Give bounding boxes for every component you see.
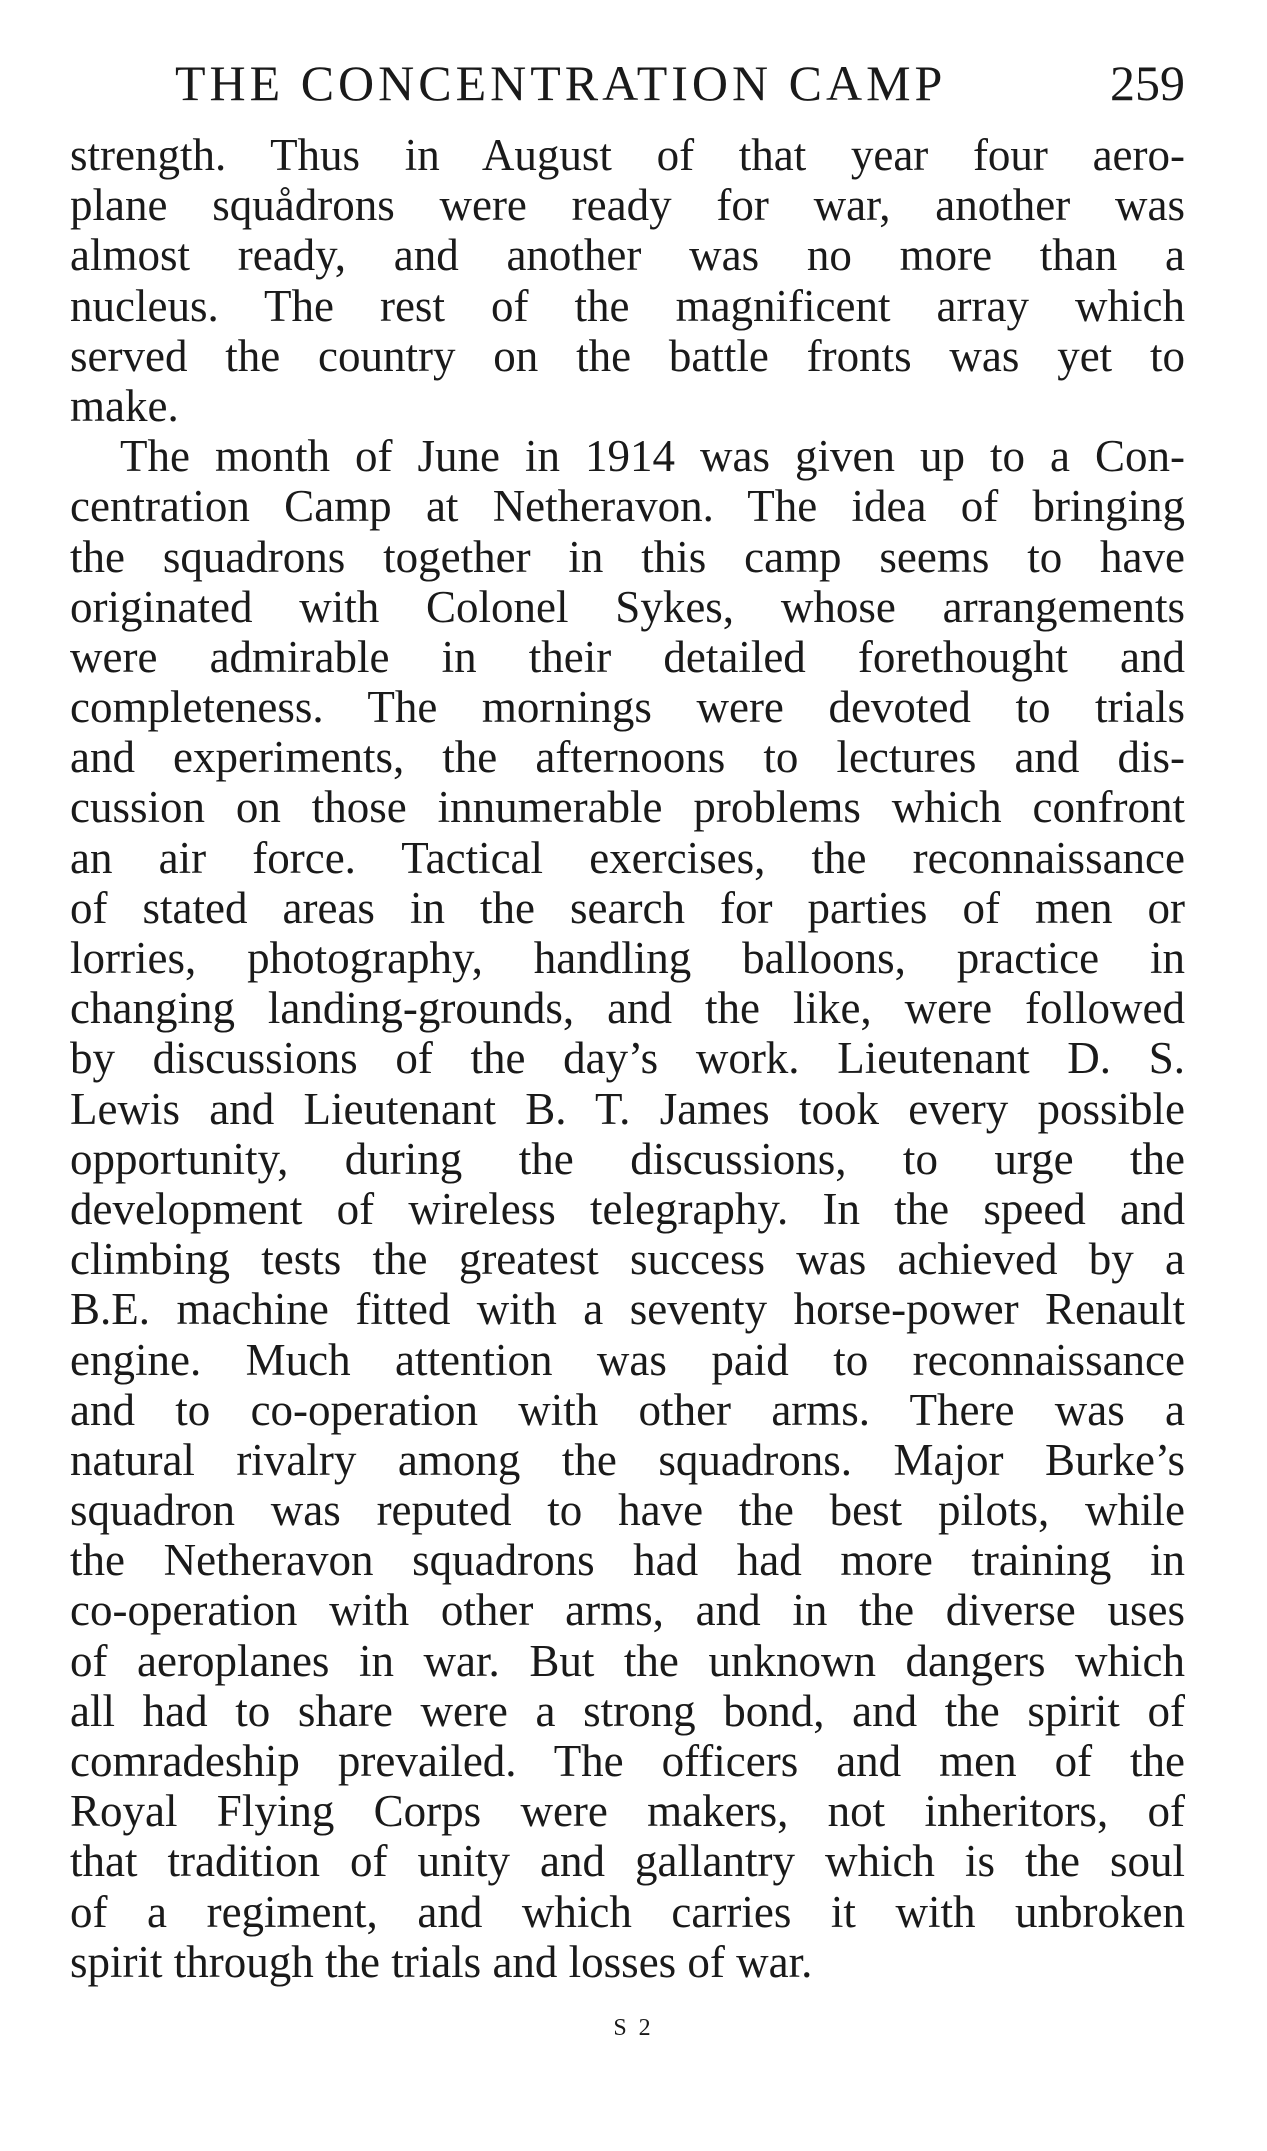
text-line: were admirable in their detailed forethought and (70, 631, 1185, 682)
text-line: of stated areas in the search for parties of men or (70, 882, 1185, 933)
body-text (70, 130, 1185, 1987)
text-line: make. (70, 380, 179, 431)
page-number: 259 (1110, 55, 1185, 111)
text-line: Royal Flying Corps were makers, not inheritors, of (70, 1786, 1185, 1837)
text-line: originated with Colonel Sykes, whose arrangements (70, 581, 1185, 632)
text-line: all had to share were a strong bond, and the spirit of (70, 1685, 1185, 1736)
text-line: lorries, photography, handling balloons, practice in (70, 933, 1185, 983)
text-line: served the country on the battle fronts was yet to (70, 330, 1185, 381)
running-title: THE CONCENTRATION CAMP (175, 55, 947, 111)
text-line: Lewis and Lieutenant B. T. James took every possible (70, 1083, 1185, 1134)
text-line: nucleus. The rest of the magnificent array which (70, 280, 1185, 331)
text-line: engine. Much attention was paid to reconnaissance (70, 1334, 1185, 1385)
text-line: The month of June in 1914 was given up to a Con- (120, 431, 1185, 482)
text-line: of a regiment, and which carries it with unbroken (70, 1886, 1185, 1937)
text-line: strength. Thus in August of that year four aero- (70, 130, 1185, 180)
text-line: that tradition of unity and gallantry which is the soul (70, 1836, 1185, 1887)
text-line: of aeroplanes in war. But the unknown dangers which (70, 1635, 1185, 1686)
text-line: cussion on those innumerable problems which confront (70, 782, 1185, 833)
text-line: opportunity, during the discussions, to urge the (70, 1133, 1185, 1184)
text-line: centration Camp at Netheravon. The idea of bringing (70, 481, 1185, 532)
text-line: by discussions of the day’s work. Lieutenant D. S. (70, 1033, 1185, 1084)
text-line: B.E. machine fitted with a seventy horse-power Renault (70, 1284, 1185, 1335)
text-line: squadron was reputed to have the best pilots, while (70, 1485, 1185, 1536)
text-line: and experiments, the afternoons to lectures and dis- (70, 732, 1185, 783)
text-line: the squadrons together in this camp seems to have (70, 531, 1185, 582)
text-line: development of wireless telegraphy. In the speed and (70, 1183, 1185, 1234)
running-head (70, 48, 1185, 118)
text-line: plane squådrons were ready for war, another was (70, 180, 1185, 231)
signature-mark: S 2 (613, 2015, 654, 2041)
text-line: almost ready, and another was no more than a (70, 230, 1185, 281)
text-line: natural rivalry among the squadrons. Major Burke’s (70, 1434, 1185, 1485)
text-line: completeness. The mornings were devoted to trials (70, 682, 1185, 733)
text-line: changing landing-grounds, and the like, were followed (70, 983, 1185, 1034)
text-line: climbing tests the greatest success was achieved by a (70, 1234, 1185, 1285)
text-line: the Netheravon squadrons had had more training in (70, 1535, 1185, 1586)
text-line: an air force. Tactical exercises, the reconnaissance (70, 832, 1185, 883)
text-line: and to co-operation with other arms. There was a (70, 1384, 1185, 1435)
text-line: spirit through the trials and losses of war. (70, 1936, 813, 1987)
text-line: comradeship prevailed. The officers and men of the (70, 1736, 1185, 1786)
text-line: co-operation with other arms, and in the diverse uses (70, 1585, 1185, 1636)
